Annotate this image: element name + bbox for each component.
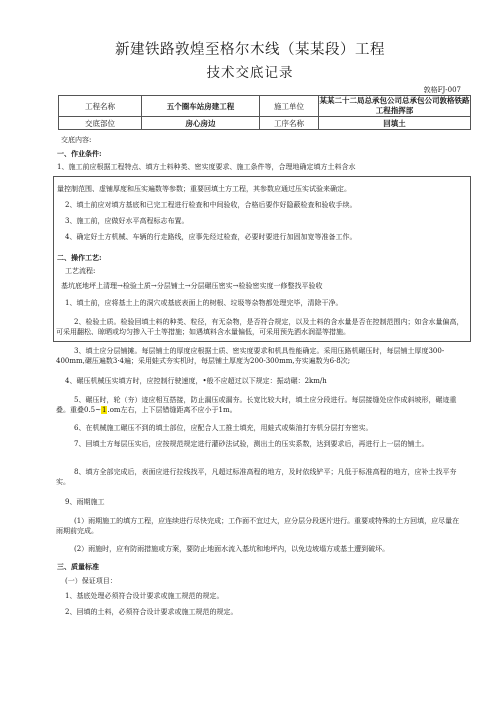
conditions-item-3: 3、施工前，应做好水平高程标志布置。 [65, 217, 189, 225]
operations-item-1: 1、填土前，应将基土上的洞穴或基底表面上的树根、垃圾等杂物都处理完毕，清除干净。 [65, 299, 343, 307]
quality-item-2: 2、回填的土料，必须符合设计要求或施工规范的规定。 [65, 608, 238, 616]
conditions-item-1-line2: 量控制范围、虚铺厚度和压实遍数等参数；重要回填土方工程，其参数应通过压实试验来确定。 [57, 185, 351, 193]
conditions-item-4: 4、确定好土方机械、车辆的行走路线，应事先经过检查，必要时要进行加固加宽等准备工作。 [65, 233, 357, 241]
quality-guarantee-label: (一）保证项目： [65, 577, 117, 585]
operations-item-6: 6、在机械施工碾压不到的填土部位，应配合人工推土填充，用蛙式或柴油打夯机分层打夯密实。 [74, 424, 373, 432]
operations-item-8: 8、填方全部完成后，表面应进行拉线找平，凡超过标准高程的地方，及时依线铲平；凡低于标准高程的地方，应补土找平夯实。 [56, 468, 457, 486]
operations-item-2: 2、检验土质。检验回填土料的种类、粒径，有无杂物，是否符合规定，以及土料的含水量是否在控制范围内；如含水量偏高，可采用翻松、晾晒或均匀掺入干土等措施；如遇填料含水量偏低，可采用预先洒水润湿等措施。 [56, 318, 464, 336]
document-number: 敦格FJ-007 [423, 86, 461, 94]
construction-unit-label: 施工单位 [260, 96, 319, 117]
document-title: 新建铁路敦煌至格尔木线（某某段）工程 [115, 42, 385, 58]
section-title-quality: 三、质量标准 [57, 562, 99, 571]
operations-item-9: 9、雨期施工 [65, 498, 105, 506]
operations-item-5: 5、碾压时，轮（夯）迹应相互搭接，防止漏压或漏夯。长宽比较大时，填土应分段进行。每层接缝处应作成斜坡形，碾迹重叠。重叠0.5~1.om左右，上下层错缝距离不应小于1m。 [56, 396, 457, 414]
document-subtitle: 技术交底记录 [206, 65, 294, 81]
conditions-item-1-line1: 1、施工前应根据工程特点、填方土料种类、密实度要求、施工条件等，合理地确定填方土料含水 [57, 163, 356, 171]
section-title-operations: 二、操作工艺: [57, 253, 102, 262]
conditions-item-2: 2、填土前应对填方基底和已完工程进行检查和中间验收，合格后要作好隐蔽检查和验收手续。 [65, 201, 357, 209]
project-name-label: 工程名称 [59, 96, 142, 117]
part-label: 交底部位 [59, 117, 142, 130]
operations-item-3: 3、填土应分层铺摊。每层铺土的厚度应根据土质、密实度要求和机具性能确定。采用压路机碾压时，每层铺土厚度300-400mm,碾压遍数3·4遍；采用蛙式夯实机时，每层铺土厚度为200-300mm,夯实遍数为6·8次; [56, 347, 445, 365]
operations-item-4: 4、碾压机械压实填方时，应控制行驶速度，•般不应超过以下规定：振动碾：2km/h [65, 377, 327, 385]
part-value: 房心房边 [142, 117, 260, 130]
content-intro-label: 交底内容: [61, 136, 92, 144]
procedure-value: 回填土 [319, 117, 471, 130]
procedure-label: 工序名称 [260, 117, 319, 130]
info-table [58, 95, 471, 130]
quality-item-1: 1、基底处理必须符合设计要求或施工规范的规定。 [65, 592, 224, 600]
operations-item-9-1: (1）雨期施工的填方工程，应连续进行尽快完成；工作面不宜过大，应分层分段逐片进行。重要或特殊的土方回填，应尽量在雨期前完成。 [56, 517, 460, 535]
operations-item-7: 7、回填土方每层压实后，应按规范规定进行灌砂法试验，测出土的压实系数，达到要求后，再进行上一层的铺土。 [74, 440, 429, 448]
process-flow: 基坑底地坪上清理→检验土质→分层铺土→分层碾压密实→检验密实度一修整找平验收 [61, 282, 323, 290]
section-title-conditions: 一、作业条件: [57, 149, 102, 158]
project-name-value: 五个圈车站房建工程 [142, 96, 260, 117]
operations-item-9-2: (2）雨施时，应有防雨措施或方案，要防止地面水流入基坑和地坪内，以免边坡塌方或基土遭到破坏。 [74, 545, 390, 553]
construction-unit-value: 某某二十二局总承包公司总承包公司敦格铁路工程指挥部 [319, 96, 470, 115]
process-flow-label: 工艺流程: [65, 267, 96, 275]
highlighted-text: 1 [102, 405, 107, 414]
